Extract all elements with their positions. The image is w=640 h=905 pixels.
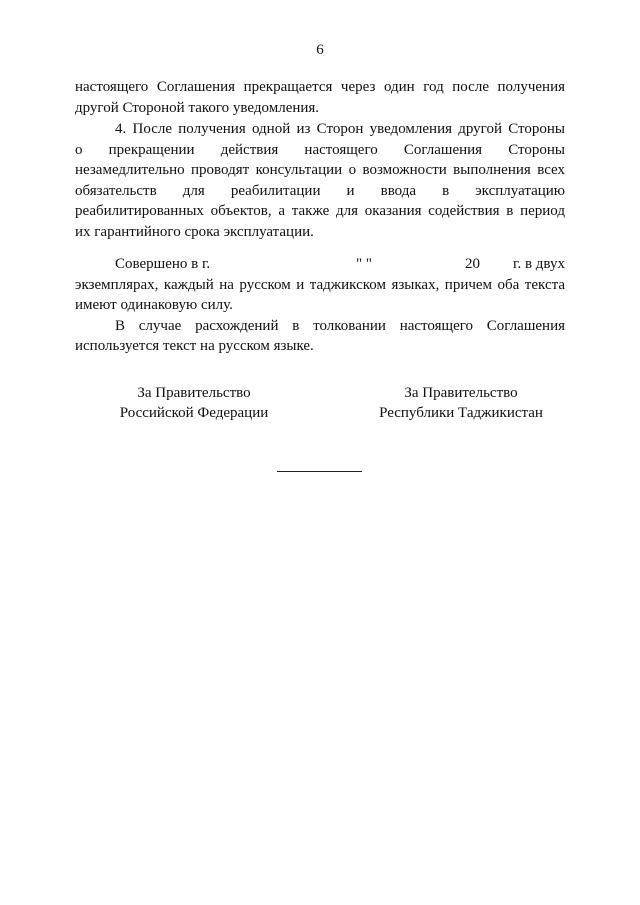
signature-right-line-1: За Правительство bbox=[404, 385, 518, 401]
done-at-label: Совершено в г. bbox=[115, 256, 211, 272]
paragraph-2-line-6: их гарантийного срока эксплуатации. bbox=[75, 224, 314, 240]
paragraph-2-line-2: о прекращении действия настоящего Соглашения Стороны bbox=[75, 142, 565, 158]
paragraph-2-line-4: обязательств для реабилитации и ввода в эксплуатацию bbox=[75, 183, 565, 199]
paragraph-2-line-5: реабилитированных объектов, а также для оказания содействия в период bbox=[75, 203, 565, 219]
year-prefix: 20 bbox=[465, 256, 480, 272]
paragraph-4-line-2: используется текст на русском языке. bbox=[75, 338, 314, 354]
closing-rule bbox=[277, 471, 362, 472]
page-number: 6 bbox=[316, 42, 324, 58]
paragraph-3-line-2: экземплярах, каждый на русском и таджикском языках, причем оба текста bbox=[75, 277, 565, 293]
paragraph-2-line-3: незамедлительно проводят консультации о возможности выполнения всех bbox=[75, 162, 565, 178]
paragraph-4-line-1: В случае расхождений в толковании настоящего Соглашения bbox=[115, 318, 565, 334]
paragraph-1-line-2: другой Стороной такого уведомления. bbox=[75, 100, 320, 116]
copies-label: г. в двух bbox=[513, 256, 565, 272]
date-quotes: " " bbox=[356, 256, 372, 272]
paragraph-2-line-1: 4. После получения одной из Сторон уведомления другой Стороны bbox=[115, 121, 565, 137]
signature-right-line-2: Республики Таджикистан bbox=[379, 405, 543, 421]
paragraph-3-line-3: имеют одинаковую силу. bbox=[75, 297, 233, 313]
signature-left-line-2: Российской Федерации bbox=[119, 405, 269, 421]
signature-left-line-1: За Правительство bbox=[137, 385, 251, 401]
paragraph-1-line-1: настоящего Соглашения прекращается через один год после получения bbox=[75, 79, 565, 95]
